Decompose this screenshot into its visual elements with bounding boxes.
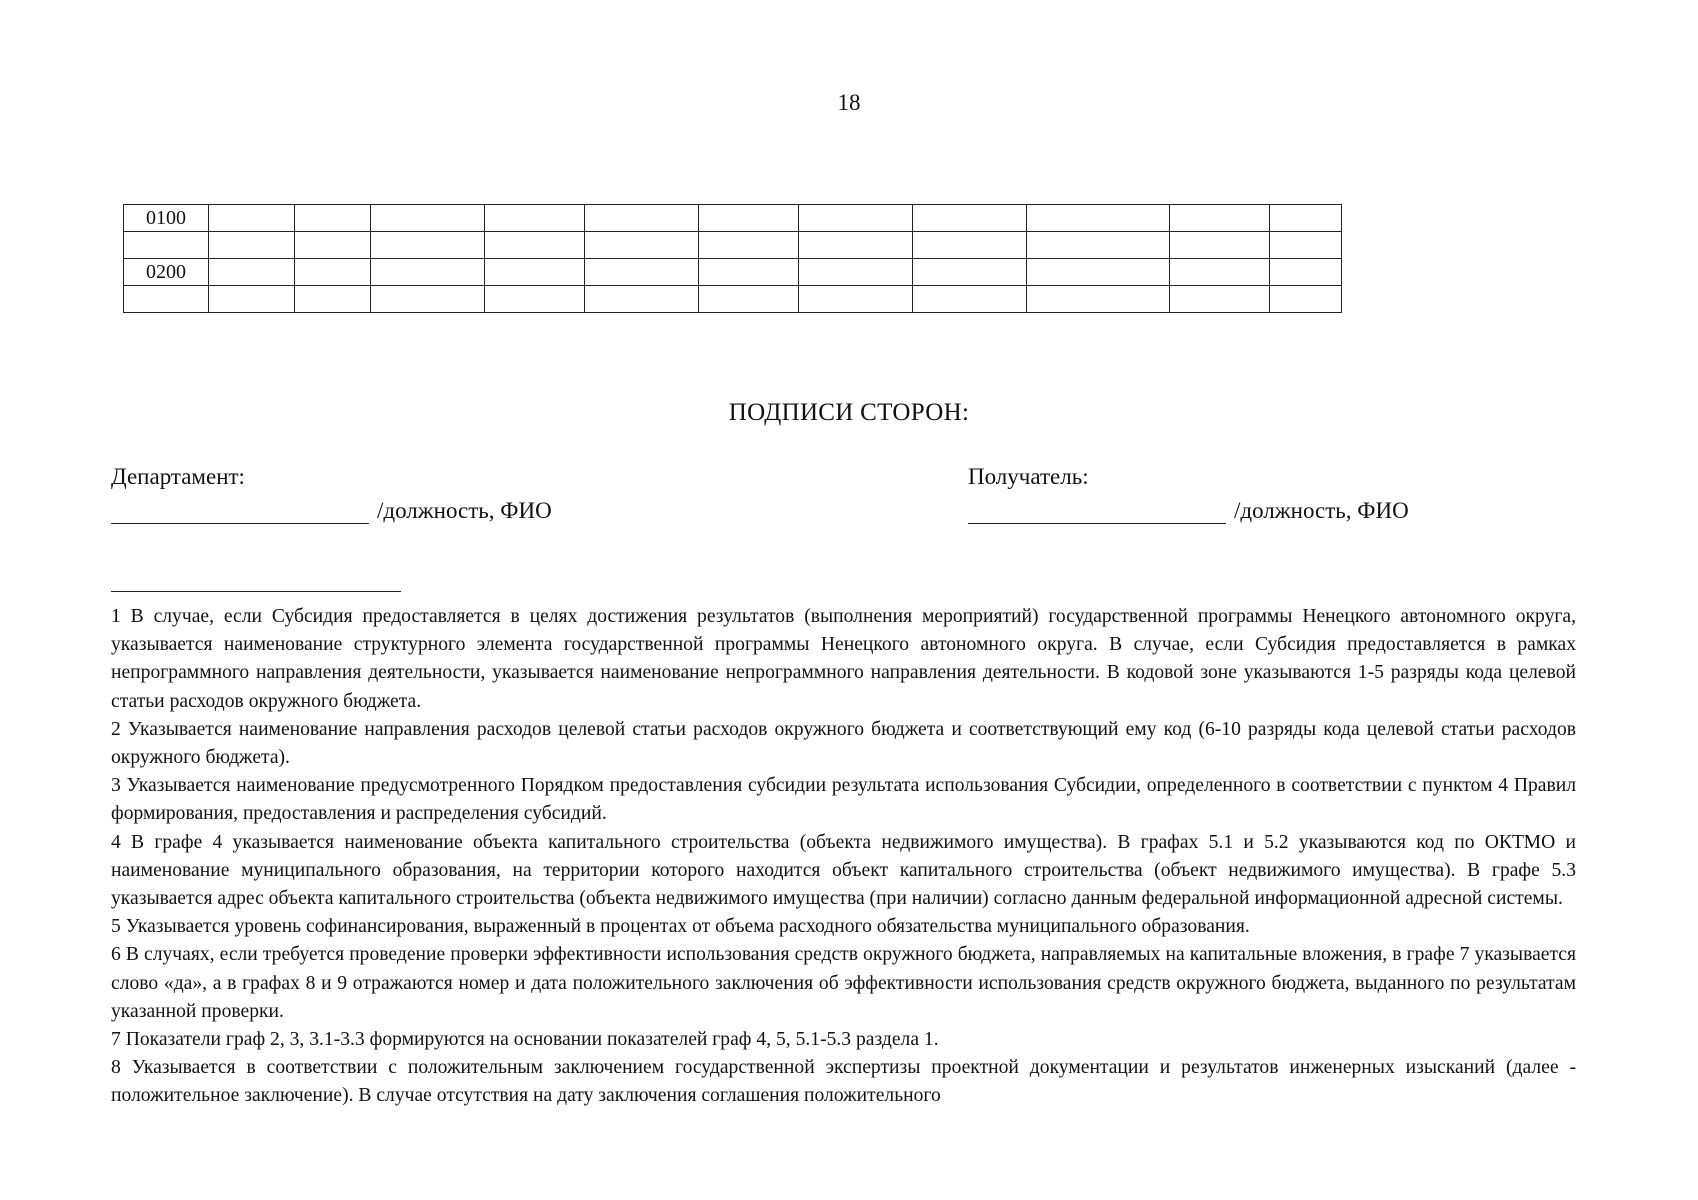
recipient-label: Получатель:: [968, 464, 1089, 489]
table-cell: [371, 232, 485, 259]
table-cell: [371, 259, 485, 286]
table-cell: [699, 259, 799, 286]
footnote-8: 8 Указывается в соответствии с положительным заключением государственной экспертизы проектной документации и результатов инженерных изысканий (далее - положительное заключение). В случае отсутствия на дату заключения соглашения положительного: [111, 1057, 1576, 1107]
footnote-1: 1 В случае, если Субсидия предоставляется в целях достижения результатов (выполнения мероприятий) государственной программы Ненецкого автономного округа, указывается наименование структурного элемента государственной программы Ненецкого автономного округа. В случае, если Субсидия предоставляется в рамках непрограммного направления деятельности, указывается наименование непрограммного направления деятельности. В кодовой зоне указываются 1-5 разряды кода целевой статьи расходов окружного бюджета.: [111, 606, 1576, 712]
table-cell: [209, 286, 295, 313]
table-cell: [799, 259, 913, 286]
table-row: [124, 232, 1342, 259]
table-cell: [799, 205, 913, 232]
table-cell: [1270, 232, 1342, 259]
table-cell: [1170, 232, 1270, 259]
table-row: [124, 286, 1342, 313]
table-cell: [1270, 259, 1342, 286]
table-cell: [485, 205, 585, 232]
table-cell: [913, 232, 1027, 259]
table-cell: [799, 232, 913, 259]
table-cell: [295, 259, 371, 286]
table-cell: [699, 286, 799, 313]
table-cell: [1170, 259, 1270, 286]
table-cell: [799, 286, 913, 313]
table-cell: [485, 232, 585, 259]
table-cell: [209, 259, 295, 286]
table-cell: [585, 232, 699, 259]
footnotes: [111, 603, 1576, 1111]
table-cell: [1027, 259, 1170, 286]
department-signature-line[interactable]: [111, 501, 369, 524]
table-row: [124, 259, 1342, 286]
table-cell: [295, 205, 371, 232]
signatures-heading: ПОДПИСИ СТОРОН:: [728, 399, 970, 426]
table-cell: [209, 232, 295, 259]
department-label: Департамент:: [111, 464, 245, 489]
footnote-7: 7 Показатели граф 2, 3, 3.1-3.3 формируются на основании показателей граф 4, 5, 5.1-5.3 раздела 1.: [111, 1029, 939, 1051]
table-cell: [1027, 205, 1170, 232]
table-row: [124, 205, 1342, 232]
table-cell: [371, 286, 485, 313]
footnote-6: 6 В случаях, если требуется проведение проверки эффективности использования средств окружного бюджета, направляемых на капитальные вложения, в графе 7 указывается слово «да», а в графах 8 и 9 отражаются номер и дата положительного заключения об эффективности использования средств окружного бюджета, выданного по результатам указанной проверки.: [111, 944, 1576, 1022]
footnote-4: 4 В графе 4 указывается наименование объекта капитального строительства (объекта недвижимого имущества). В графах 5.1 и 5.2 указываются код по ОКТМО и наименование муниципального образования, на территории которого находится объект капитального строительства (объект недвижимого имущества). В графе 5.3 указывается адрес объекта капитального строительства (объекта недвижимого имущества (при наличии) согласно данным федеральной информационной адресной системы.: [111, 831, 1576, 910]
table-cell: [913, 259, 1027, 286]
table-cell: [295, 232, 371, 259]
department-signature-suffix: /должность, ФИО: [377, 498, 552, 523]
table-cell: [485, 259, 585, 286]
table-cell: [585, 259, 699, 286]
table-cell: [1027, 232, 1170, 259]
footnote-5: 5 Указывается уровень софинансирования, выраженный в процентах от объема расходного обязательства муниципального образования.: [111, 916, 1250, 938]
table-cell: 0100: [124, 205, 209, 232]
data-table: [123, 204, 1342, 313]
table-cell: [485, 286, 585, 313]
recipient-signature-line[interactable]: [968, 501, 1226, 524]
page-number: 18: [837, 90, 861, 115]
table-cell: [209, 205, 295, 232]
recipient-signature-block: [968, 464, 1409, 524]
footnote-3: 3 Указывается наименование предусмотренного Порядком предоставления субсидии результата использования Субсидии, определенного в соответствии с пунктом 4 Правил формирования, предоставления и распределения субсидий.: [111, 775, 1576, 825]
footnote-2: 2 Указывается наименование направления расходов целевой статьи расходов окружного бюджета и соответствующий ему код (6-10 разряды кода целевой статьи расходов окружного бюджета).: [111, 718, 1576, 769]
table-cell: [699, 232, 799, 259]
table-cell: [913, 286, 1027, 313]
table-cell: [295, 286, 371, 313]
department-signature-block: [111, 464, 552, 524]
table-cell: [1170, 286, 1270, 313]
footnote-divider: [111, 591, 401, 592]
table-cell: [913, 205, 1027, 232]
table-cell: [124, 286, 209, 313]
table-cell: [585, 286, 699, 313]
table-cell: [1170, 205, 1270, 232]
table-cell: [371, 205, 485, 232]
table-cell: [1027, 286, 1170, 313]
recipient-signature-suffix: /должность, ФИО: [1234, 498, 1409, 523]
table-cell: 0200: [124, 259, 209, 286]
table-cell: [699, 205, 799, 232]
table-cell: [1270, 286, 1342, 313]
table-cell: [124, 232, 209, 259]
table-cell: [585, 205, 699, 232]
table-cell: [1270, 205, 1342, 232]
